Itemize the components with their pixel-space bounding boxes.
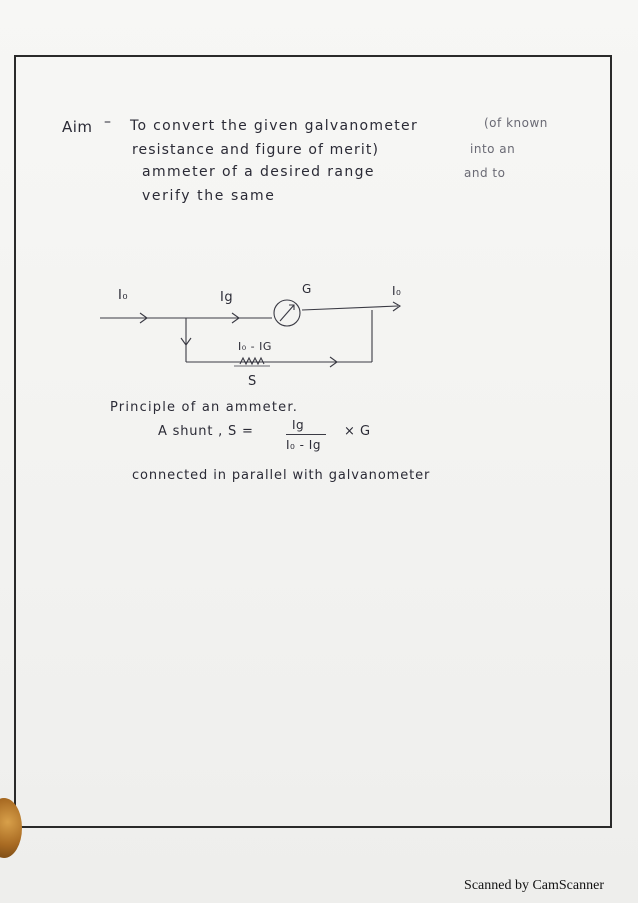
formula-denominator: I₀ - Ig bbox=[286, 438, 321, 452]
principle-heading: Principle of an ammeter. bbox=[110, 400, 299, 415]
label-current-g: Ig bbox=[220, 290, 234, 305]
label-shunt-current: I₀ - IG bbox=[238, 340, 272, 353]
principle-note: connected in parallel with galvanometer bbox=[132, 468, 431, 483]
scanner-watermark: Scanned by CamScanner bbox=[464, 878, 604, 893]
aim-line-1: To convert the given galvanometer bbox=[130, 118, 419, 134]
fraction-bar bbox=[286, 434, 326, 435]
galvanometer-needle bbox=[280, 305, 294, 321]
aim-label: Aim bbox=[62, 118, 93, 136]
formula-times: × G bbox=[344, 424, 371, 439]
aim-line-2-tail: into an bbox=[470, 142, 516, 156]
aim-line-3: ammeter of a desired range bbox=[142, 164, 375, 180]
aim-line-4: verify the same bbox=[142, 188, 276, 204]
label-shunt: S bbox=[248, 374, 257, 389]
resistor-icon bbox=[240, 358, 264, 364]
aim-line-1-tail: (of known bbox=[484, 116, 548, 130]
label-galvanometer: G bbox=[302, 282, 312, 296]
aim-line-3-tail: and to bbox=[464, 166, 506, 180]
label-current-out: I₀ bbox=[392, 284, 402, 298]
formula-numerator: Ig bbox=[292, 418, 305, 432]
aim-line-2: resistance and figure of merit) bbox=[132, 142, 380, 158]
formula-left: A shunt , S = bbox=[158, 424, 254, 439]
main-wire-right bbox=[302, 306, 398, 310]
aim-dash: – bbox=[104, 114, 112, 130]
label-current-in: I₀ bbox=[118, 288, 129, 303]
